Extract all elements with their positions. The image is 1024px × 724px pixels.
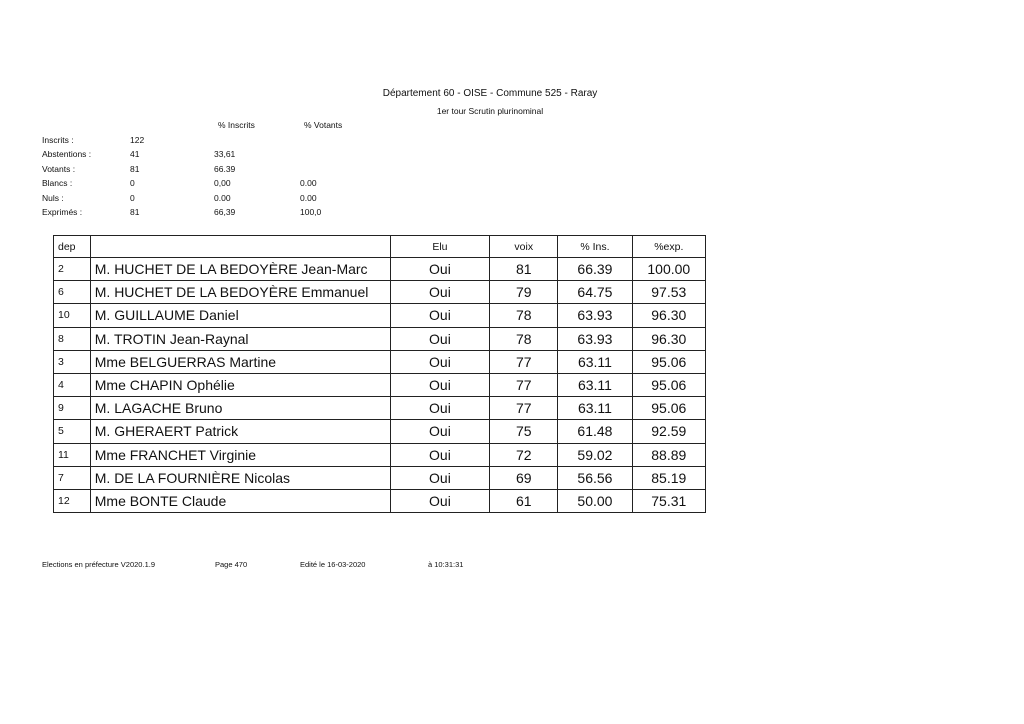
cell-pct-ins: 63.11 bbox=[558, 397, 632, 420]
summary-pct-inscrits: 66.39 bbox=[214, 163, 236, 174]
cell-pct-exp: 75.31 bbox=[632, 489, 705, 512]
footer-edited: Edité le 16-03-2020 bbox=[300, 560, 366, 569]
cell-pct-exp: 96.30 bbox=[632, 304, 705, 327]
summary-value: 122 bbox=[130, 134, 145, 145]
table-row bbox=[54, 350, 706, 373]
summary-label: Votants : bbox=[42, 163, 76, 174]
header-pct-exp: %exp. bbox=[632, 236, 705, 258]
cell-elu: Oui bbox=[390, 420, 490, 443]
table-row bbox=[54, 327, 706, 350]
summary-pct-votants: 0.00 bbox=[300, 192, 317, 203]
cell-elu: Oui bbox=[390, 281, 490, 304]
cell-elu: Oui bbox=[390, 373, 490, 396]
table-row bbox=[54, 420, 706, 443]
summary-value: 81 bbox=[130, 207, 140, 217]
summary-pct-inscrits: 33,61 bbox=[214, 149, 236, 159]
cell-dep: 12 bbox=[54, 489, 91, 512]
cell-voix: 78 bbox=[490, 304, 558, 327]
cell-pct-ins: 63.93 bbox=[558, 304, 632, 327]
cell-voix: 61 bbox=[490, 489, 558, 512]
header-dep: dep bbox=[54, 236, 91, 258]
cell-dep: 4 bbox=[54, 373, 91, 396]
cell-pct-ins: 66.39 bbox=[558, 258, 632, 281]
cell-dep: 7 bbox=[54, 466, 91, 489]
cell-pct-ins: 50.00 bbox=[558, 489, 632, 512]
summary-pct-inscrits: 0,00 bbox=[214, 178, 231, 188]
footer-time: à 10:31:31 bbox=[428, 560, 464, 569]
cell-pct-ins: 63.93 bbox=[558, 327, 632, 350]
cell-voix: 79 bbox=[490, 281, 558, 304]
cell-pct-ins: 64.75 bbox=[558, 281, 632, 304]
cell-pct-exp: 97.53 bbox=[632, 281, 705, 304]
cell-pct-ins: 59.02 bbox=[558, 443, 632, 466]
cell-candidate-name: Mme BELGUERRAS Martine bbox=[90, 350, 390, 373]
footer-page: Page 470 bbox=[215, 560, 248, 569]
summary-pct-inscrits: 66,39 bbox=[214, 207, 236, 217]
cell-elu: Oui bbox=[390, 258, 490, 281]
table-header-row bbox=[54, 236, 706, 258]
footer-software: Elections en préfecture V2020.1.9 bbox=[42, 560, 155, 569]
cell-voix: 77 bbox=[490, 397, 558, 420]
cell-voix: 77 bbox=[490, 350, 558, 373]
cell-pct-exp: 95.06 bbox=[632, 350, 705, 373]
cell-pct-exp: 92.59 bbox=[632, 420, 705, 443]
cell-candidate-name: M. DE LA FOURNIÈRE Nicolas bbox=[90, 466, 390, 489]
cell-voix: 75 bbox=[490, 420, 558, 443]
summary-label: Blancs : bbox=[42, 178, 73, 188]
cell-voix: 69 bbox=[490, 466, 558, 489]
header-voix: voix bbox=[490, 236, 558, 258]
header-name bbox=[90, 236, 390, 258]
table-row bbox=[54, 304, 706, 327]
header-pct-ins: % Ins. bbox=[558, 236, 632, 258]
summary-label: Inscrits : bbox=[42, 134, 74, 145]
cell-pct-exp: 85.19 bbox=[632, 466, 705, 489]
table-row bbox=[54, 397, 706, 420]
cell-voix: 81 bbox=[490, 258, 558, 281]
summary-value: 81 bbox=[130, 163, 140, 174]
cell-pct-exp: 95.06 bbox=[632, 373, 705, 396]
cell-candidate-name: M. LAGACHE Bruno bbox=[90, 397, 390, 420]
table-row bbox=[54, 281, 706, 304]
cell-pct-ins: 56.56 bbox=[558, 466, 632, 489]
summary-col-inscrits: % Inscrits bbox=[218, 120, 255, 130]
cell-pct-exp: 96.30 bbox=[632, 327, 705, 350]
cell-voix: 77 bbox=[490, 373, 558, 396]
cell-candidate-name: M. TROTIN Jean-Raynal bbox=[90, 327, 390, 350]
summary-value: 41 bbox=[130, 149, 140, 159]
cell-voix: 72 bbox=[490, 443, 558, 466]
cell-candidate-name: M. HUCHET DE LA BEDOYÈRE Jean-Marc bbox=[90, 258, 390, 281]
table-row bbox=[54, 258, 706, 281]
summary-pct-votants: 100,0 bbox=[300, 207, 322, 217]
cell-dep: 8 bbox=[54, 327, 91, 350]
summary-pct-inscrits: 0.00 bbox=[214, 192, 231, 203]
cell-pct-exp: 95.06 bbox=[632, 397, 705, 420]
cell-candidate-name: Mme FRANCHET Virginie bbox=[90, 443, 390, 466]
cell-pct-exp: 100.00 bbox=[632, 258, 705, 281]
summary-pct-votants: 0.00 bbox=[300, 178, 317, 188]
table-row bbox=[54, 489, 706, 512]
cell-dep: 6 bbox=[54, 281, 91, 304]
cell-elu: Oui bbox=[390, 397, 490, 420]
summary-value: 0 bbox=[130, 178, 135, 188]
cell-candidate-name: Mme BONTE Claude bbox=[90, 489, 390, 512]
cell-pct-ins: 61.48 bbox=[558, 420, 632, 443]
table-row bbox=[54, 443, 706, 466]
cell-elu: Oui bbox=[390, 350, 490, 373]
table-row bbox=[54, 466, 706, 489]
cell-candidate-name: M. HUCHET DE LA BEDOYÈRE Emmanuel bbox=[90, 281, 390, 304]
cell-elu: Oui bbox=[390, 489, 490, 512]
cell-pct-ins: 63.11 bbox=[558, 350, 632, 373]
page-title: Département 60 - OISE - Commune 525 - Raray bbox=[382, 88, 598, 99]
summary-col-votants: % Votants bbox=[304, 120, 343, 130]
summary-value: 0 bbox=[130, 192, 135, 203]
cell-dep: 11 bbox=[54, 443, 91, 466]
cell-dep: 2 bbox=[54, 258, 91, 281]
cell-voix: 78 bbox=[490, 327, 558, 350]
cell-elu: Oui bbox=[390, 466, 490, 489]
cell-candidate-name: M. GUILLAUME Daniel bbox=[90, 304, 390, 327]
cell-dep: 9 bbox=[54, 397, 91, 420]
cell-elu: Oui bbox=[390, 327, 490, 350]
cell-pct-ins: 63.11 bbox=[558, 373, 632, 396]
results-table bbox=[53, 235, 706, 513]
cell-pct-exp: 88.89 bbox=[632, 443, 705, 466]
summary-label: Nuls : bbox=[42, 192, 64, 203]
cell-elu: Oui bbox=[390, 443, 490, 466]
table-row bbox=[54, 373, 706, 396]
cell-candidate-name: Mme CHAPIN Ophélie bbox=[90, 373, 390, 396]
cell-dep: 3 bbox=[54, 350, 91, 373]
cell-candidate-name: M. GHERAERT Patrick bbox=[90, 420, 390, 443]
summary-label: Exprimés : bbox=[42, 207, 83, 217]
header-elu: Elu bbox=[390, 236, 490, 258]
cell-elu: Oui bbox=[390, 304, 490, 327]
page-subtitle: 1er tour Scrutin plurinominal bbox=[436, 106, 544, 116]
cell-dep: 10 bbox=[54, 304, 91, 327]
cell-dep: 5 bbox=[54, 420, 91, 443]
summary-label: Abstentions : bbox=[42, 149, 92, 159]
